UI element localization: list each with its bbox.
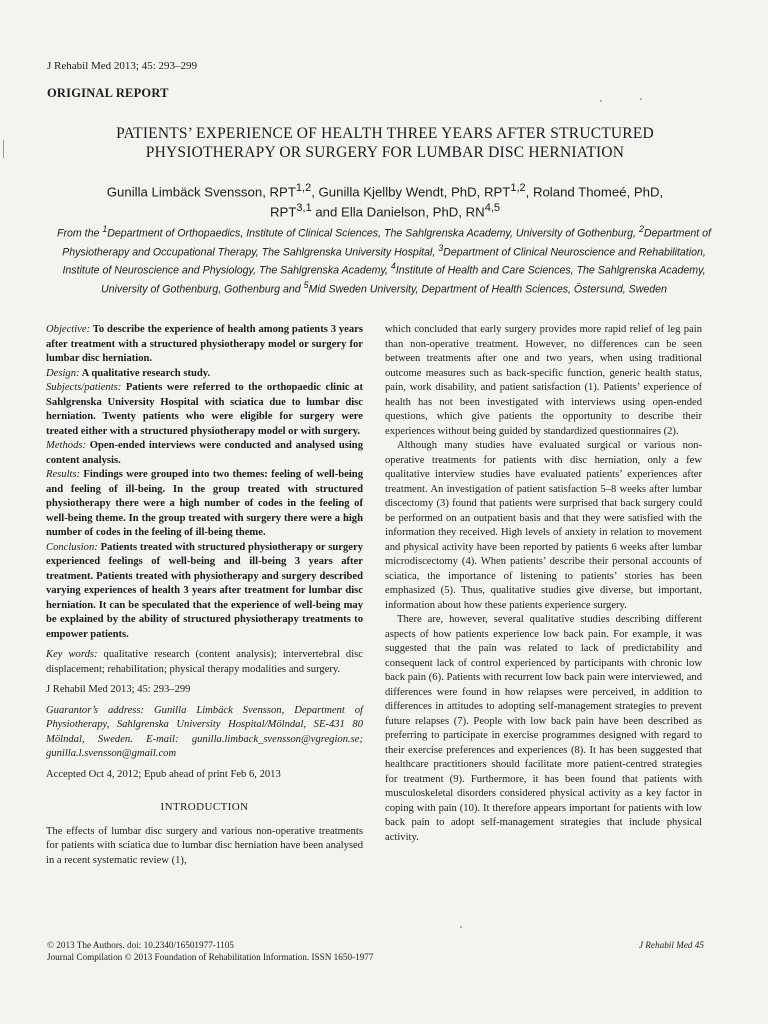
- citation: J Rehabil Med 2013; 45: 293–299: [46, 684, 191, 695]
- intro-paragraph-2: which concluded that early surgery provides more rapid relief of leg pain than non-operative treatment. However, no differences can be seen between treatments after one and two years, when using traditional outcome measures such as back-specific function, generic health status, pain, work disability, and patient satisfaction (1). Patients’ experience of health has not been investigated with interviews using open-ended questions, which give patients the opportunity to describe their experiences without being guided by standardized questionnaires (2).: [385, 324, 702, 437]
- abstract-label: Methods:: [46, 440, 87, 451]
- author-2: , Gunilla Kjellby Wendt, PhD, RPT: [311, 184, 511, 200]
- abstract-conclusion: [46, 541, 363, 643]
- title-line-1: PATIENTS’ EXPERIENCE OF HEALTH THREE YEARS AFTER STRUCTURED: [116, 125, 654, 142]
- abstract-text: To describe the experience of health among patients 3 years after treatment with a structured physiotherapy model or surgery for lumbar disc herniation.: [46, 324, 363, 364]
- abstract-text: Patients treated with structured physiotherapy or surgery experienced feelings of well-being and ill-being 3 years after treatment. Patients treated with physiotherapy and surgery described varying experiences of health 3 years after treatment for lumbar disc herniation. It can be speculated that the experience of well-being may be explained by the ability of structured physiotherapy treatments to empower patients.: [46, 541, 363, 640]
- left-column: [46, 323, 363, 868]
- affil-marker: 3: [438, 242, 444, 253]
- abstract-label: Design:: [46, 367, 80, 379]
- abstract-label: Conclusion:: [46, 541, 98, 553]
- abstract-text: Open-ended interviews were conducted and analysed using content analysis.: [46, 440, 363, 466]
- journal-reference: J Rehabil Med 2013; 45: 293–299: [47, 60, 198, 72]
- intro-paragraph-3: Although many studies have evaluated surgical or various non-operative treatments for patients with disc herniation, only a few qualitative interview studies have evaluated patients’ experiences after treatment. An investigation of patient satisfaction 5–8 weeks after lumbar discectomy (3) found that patients were surprised that back surgery could be performed on an outpatient basis and that they were satisfied with the information they received. High levels of anxiety in relation to movement and physical activity have been reported by patients 6 weeks after lumbar microdiscectomy (4). When patients’ describe their personal accounts of sciatica, the importance of listening to patients’ stories has been emphasized (5). Thus, qualitative studies give diverse, but important, information about how these patients experience surgery.: [385, 440, 702, 611]
- abstract: [46, 323, 363, 642]
- footer-journal: J Rehabil Med 45: [638, 940, 704, 950]
- author-1: Gunilla Limbäck Svensson, RPT: [106, 184, 296, 200]
- copyright-line: © 2013 The Authors. doi: 10.2340/16501977-1105: [47, 940, 234, 950]
- abstract-text: Findings were grouped into two themes: feeling of well-being and feeling of ill-being. In the group treated with structured physiotherapy there were a high number of codes in the feeling of well-being theme. In the group treated with surgery there were a high number of codes in the feeling of ill-being theme.: [46, 469, 363, 538]
- compilation-line: Journal Compilation © 2013 Foundation of Rehabilitation Information. ISSN 1650-1977: [47, 952, 374, 962]
- report-type: ORIGINAL REPORT: [47, 86, 169, 100]
- abstract-results: [46, 468, 363, 541]
- affil-marker: 5: [303, 279, 309, 290]
- author-3-degree: RPT: [270, 204, 297, 220]
- keywords-label: Key words:: [46, 649, 98, 660]
- author-3-affil: 3,1: [296, 202, 312, 215]
- abstract-subjects: [46, 381, 363, 439]
- author-3: , Roland Thomeé, PhD,: [525, 184, 664, 200]
- scan-speck: [640, 98, 642, 100]
- address-label: Guarantor’s address:: [46, 704, 145, 716]
- author-list: [40, 180, 730, 221]
- article-title: [40, 124, 730, 162]
- keywords: [46, 648, 363, 677]
- introduction-heading: INTRODUCTION: [160, 801, 249, 813]
- author-1-affil: 1,2: [295, 182, 312, 194]
- intro-paragraph-1: The effects of lumbar disc surgery and various non-operative treatments for patients with sciatica due to lumbar disc herniation have been analysed in a recent systematic review (1),: [46, 825, 363, 866]
- abstract-text: A qualitative research study.: [79, 367, 211, 379]
- intro-paragraph-4: There are, however, several qualitative studies describing different aspects of how patients experience low back pain. For example, it was suggested that the pain was related to lack of predictability and consequent lack of control experienced by participants with chronic low back pain (6). Patients with recurrent low back pain were interviewed, and differences were found in how relapses were perceived, in addition to differences in attitudes to adopting self-management strategies to prevent future relapses (7). People with low back pain have been described as preferring to participate in exercise programmes designed with regard to their exercise preferences and experiences (8). It has been suggested that healthcare practitioners should facilitate more patient-centred strategies for treatment (9). Furthermore, it has been found that patients with musculoskeletal disorders considered physical activity as a key factor in coping with pain (10). It therefore appears important for patients with low back pain to adopt self-management strategies that include physical activity.: [385, 614, 702, 843]
- right-column: [385, 323, 702, 845]
- abstract-design: [46, 367, 363, 382]
- footer-copyright: [47, 939, 373, 963]
- keywords-text: qualitative research (content analysis); intervertebral disc displacement; rehabilitation; physical therapy modalities and surgery.: [46, 649, 363, 675]
- abstract-label: Results:: [46, 469, 81, 480]
- affil-text: Department of Physiotherapy and Occupational Therapy, The Sahlgrenska University Hospital,: [62, 227, 712, 259]
- abstract-label: Subjects/patients:: [46, 382, 122, 393]
- abstract-methods: [46, 439, 363, 468]
- affil-marker: 4: [390, 261, 396, 272]
- affil-marker: 2: [638, 224, 644, 234]
- guarantor-address: [46, 704, 363, 762]
- author-4: and Ella Danielson, PhD, RN: [311, 204, 485, 220]
- address-text: Gunilla Limbäck Svensson, Department of Physiotherapy, Sahlgrenska University Hospital/Mölndal, SE-431 80 Mölndal, Sweden. E-mail: gunilla.limback_svensson@vgregion.se; gunilla.l.svensson@gmail.com: [46, 704, 363, 759]
- affiliations: [46, 222, 722, 296]
- scan-edge-mark: [3, 140, 4, 158]
- title-line-2: PHYSIOTHERAPY OR SURGERY FOR LUMBAR DISC HERNIATION: [145, 144, 625, 161]
- author-2-affil: 1,2: [510, 182, 526, 194]
- affil-text: Department of Clinical Neuroscience and Rehabilitation, Institute of Neuroscience and Physiology, The Sahlgrenska Academy,: [62, 246, 706, 277]
- introduction-left: [46, 825, 363, 869]
- scan-speck: [600, 100, 602, 102]
- accepted-date: Accepted Oct 4, 2012; Epub ahead of print Feb 6, 2013: [46, 768, 281, 780]
- abstract-label: Objective:: [46, 324, 91, 335]
- affil-text: Department of Orthopaedics, Institute of Clinical Sciences, The Sahlgrenska Academy, University of Gothenburg,: [107, 227, 639, 240]
- abstract-text: Patients were referred to the orthopaedic clinic at Sahlgrenska University Hospital with sciatica due to lumbar disc herniation. Twenty patients who were eligible for surgery were treated either with a structured physiotherapy model or with surgery.: [46, 382, 363, 437]
- author-4-affil: 4,5: [484, 202, 500, 215]
- scan-speck: [460, 926, 462, 928]
- affil-text: Institute of Health and Care Sciences, The Sahlgrenska Academy, University of Gothenburg, Gothenburg and: [101, 264, 706, 296]
- affil-text: From the: [56, 227, 103, 240]
- affil-text: Mid Sweden University, Department of Health Sciences, Östersund, Sweden: [308, 283, 667, 296]
- abstract-objective: [46, 323, 363, 367]
- affil-marker: 1: [102, 224, 108, 234]
